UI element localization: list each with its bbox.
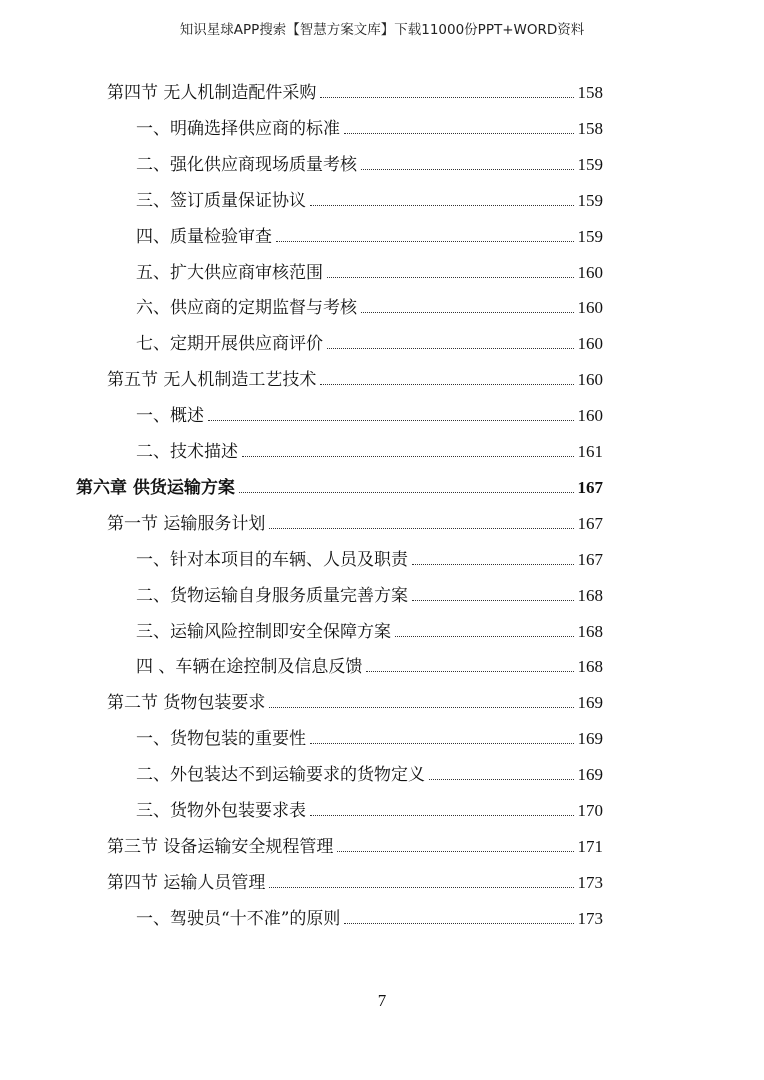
toc-entry-title: 一、驾驶员“十不准”的原则 xyxy=(136,909,341,929)
toc-entry-page: 171 xyxy=(577,837,603,856)
toc-entry[interactable] xyxy=(107,510,603,534)
toc-entry[interactable] xyxy=(136,115,603,139)
toc-entry[interactable] xyxy=(107,833,603,857)
toc-entry-title: 第四节 无人机制造配件采购 xyxy=(107,83,317,103)
toc-entry[interactable] xyxy=(107,869,603,893)
toc-entry-title: 一、货物包装的重要性 xyxy=(136,729,306,749)
toc-entry-title: 三、运输风险控制即安全保障方案 xyxy=(136,622,391,642)
toc-dot-leader xyxy=(310,815,574,816)
toc-entry-page: 169 xyxy=(577,729,603,748)
page-header: 知识星球APP搜索【智慧方案文库】下载11000份PPT+WORD资料 xyxy=(179,22,585,38)
toc-entry-title: 第三节 设备运输安全规程管理 xyxy=(107,837,334,857)
toc-dot-leader xyxy=(310,205,574,206)
toc-entry-page: 169 xyxy=(577,693,603,712)
toc-entry-title: 一、概述 xyxy=(136,406,204,426)
toc-entry-page: 158 xyxy=(577,119,603,138)
toc-entry-page: 160 xyxy=(577,334,603,353)
toc-entry[interactable] xyxy=(107,79,603,103)
toc-dot-leader xyxy=(239,492,574,493)
toc-dot-leader xyxy=(429,779,574,780)
toc-entry-page: 159 xyxy=(577,155,603,174)
toc-dot-leader xyxy=(361,169,574,170)
toc-entry-title: 二、外包装达不到运输要求的货物定义 xyxy=(136,765,425,785)
toc-entry-title: 第一节 运输服务计划 xyxy=(107,514,266,534)
toc-entry-title: 二、技术描述 xyxy=(136,442,238,462)
toc-entry-title: 四、质量检验审查 xyxy=(136,227,272,247)
toc-entry[interactable] xyxy=(136,187,603,211)
toc-entry-title: 第五节 无人机制造工艺技术 xyxy=(107,370,317,390)
toc-entry[interactable] xyxy=(136,618,603,642)
toc-entry-page: 160 xyxy=(577,263,603,282)
toc-entry[interactable] xyxy=(136,653,603,677)
toc-entry-title: 二、强化供应商现场质量考核 xyxy=(136,155,357,175)
toc-entry[interactable] xyxy=(107,689,603,713)
toc-dot-leader xyxy=(208,420,574,421)
toc-dot-leader xyxy=(269,887,573,888)
toc-entry-page: 161 xyxy=(577,442,603,461)
toc-entry-title: 一、明确选择供应商的标准 xyxy=(136,119,340,139)
toc-entry-title: 六、供应商的定期监督与考核 xyxy=(136,298,357,318)
toc-dot-leader xyxy=(344,923,573,924)
toc-entry-page: 173 xyxy=(577,909,603,928)
toc-dot-leader xyxy=(412,564,574,565)
toc-dot-leader xyxy=(327,348,574,349)
page-number: 7 xyxy=(377,991,387,1010)
toc-dot-leader xyxy=(310,743,574,744)
toc-dot-leader xyxy=(337,851,573,852)
toc-dot-leader xyxy=(320,97,573,98)
toc-entry-page: 159 xyxy=(577,191,603,210)
toc-entry[interactable] xyxy=(136,761,603,785)
toc-entry-title: 第四节 运输人员管理 xyxy=(107,873,266,893)
toc-entry-page: 160 xyxy=(577,406,603,425)
toc-entry-page: 160 xyxy=(577,370,603,389)
toc-entry[interactable] xyxy=(136,797,603,821)
toc-dot-leader xyxy=(276,241,574,242)
toc-entry-title: 二、货物运输自身服务质量完善方案 xyxy=(136,586,408,606)
toc-entry[interactable] xyxy=(107,366,603,390)
toc-dot-leader xyxy=(344,133,574,134)
toc-entry-page: 167 xyxy=(577,550,603,569)
toc-entry[interactable] xyxy=(136,725,603,749)
toc-entry-page: 167 xyxy=(577,478,603,497)
toc-entry[interactable] xyxy=(136,259,603,283)
toc-entry-title: 第六章 供货运输方案 xyxy=(76,478,235,498)
toc-entry-page: 168 xyxy=(577,622,603,641)
toc-entry-page: 168 xyxy=(577,657,603,676)
toc-dot-leader xyxy=(366,671,573,672)
toc-entry[interactable] xyxy=(136,402,603,426)
toc-dot-leader xyxy=(269,707,573,708)
toc-entry-page: 159 xyxy=(577,227,603,246)
toc-dot-leader xyxy=(320,384,573,385)
toc-entry-page: 167 xyxy=(577,514,603,533)
toc-dot-leader xyxy=(361,312,574,313)
toc-entry[interactable] xyxy=(136,546,603,570)
toc-entry[interactable] xyxy=(136,223,603,247)
toc-entry-page: 168 xyxy=(577,586,603,605)
toc-entry-title: 第二节 货物包装要求 xyxy=(107,693,266,713)
toc-entry[interactable] xyxy=(136,294,603,318)
toc-dot-leader xyxy=(327,277,574,278)
toc-entry[interactable] xyxy=(136,582,603,606)
toc-dot-leader xyxy=(269,528,573,529)
toc-entry[interactable] xyxy=(136,330,603,354)
toc-entry[interactable] xyxy=(136,905,603,929)
toc-dot-leader xyxy=(395,636,574,637)
toc-entry[interactable] xyxy=(136,151,603,175)
toc-entry[interactable] xyxy=(136,438,603,462)
toc-entry-page: 173 xyxy=(577,873,603,892)
toc-entry-page: 160 xyxy=(577,298,603,317)
toc-dot-leader xyxy=(242,456,574,457)
toc-entry-title: 三、货物外包装要求表 xyxy=(136,801,306,821)
toc-entry-page: 158 xyxy=(577,83,603,102)
toc-dot-leader xyxy=(412,600,574,601)
toc-entry-title: 一、针对本项目的车辆、人员及职责 xyxy=(136,550,408,570)
toc-entry-title: 七、定期开展供应商评价 xyxy=(136,334,323,354)
toc-entry-title: 五、扩大供应商审核范围 xyxy=(136,263,323,283)
toc-entry-title: 四 、车辆在途控制及信息反馈 xyxy=(136,657,363,677)
toc-entry[interactable] xyxy=(76,474,603,498)
toc-entry-page: 169 xyxy=(577,765,603,784)
toc-entry-title: 三、签订质量保证协议 xyxy=(136,191,306,211)
toc-entry-page: 170 xyxy=(577,801,603,820)
